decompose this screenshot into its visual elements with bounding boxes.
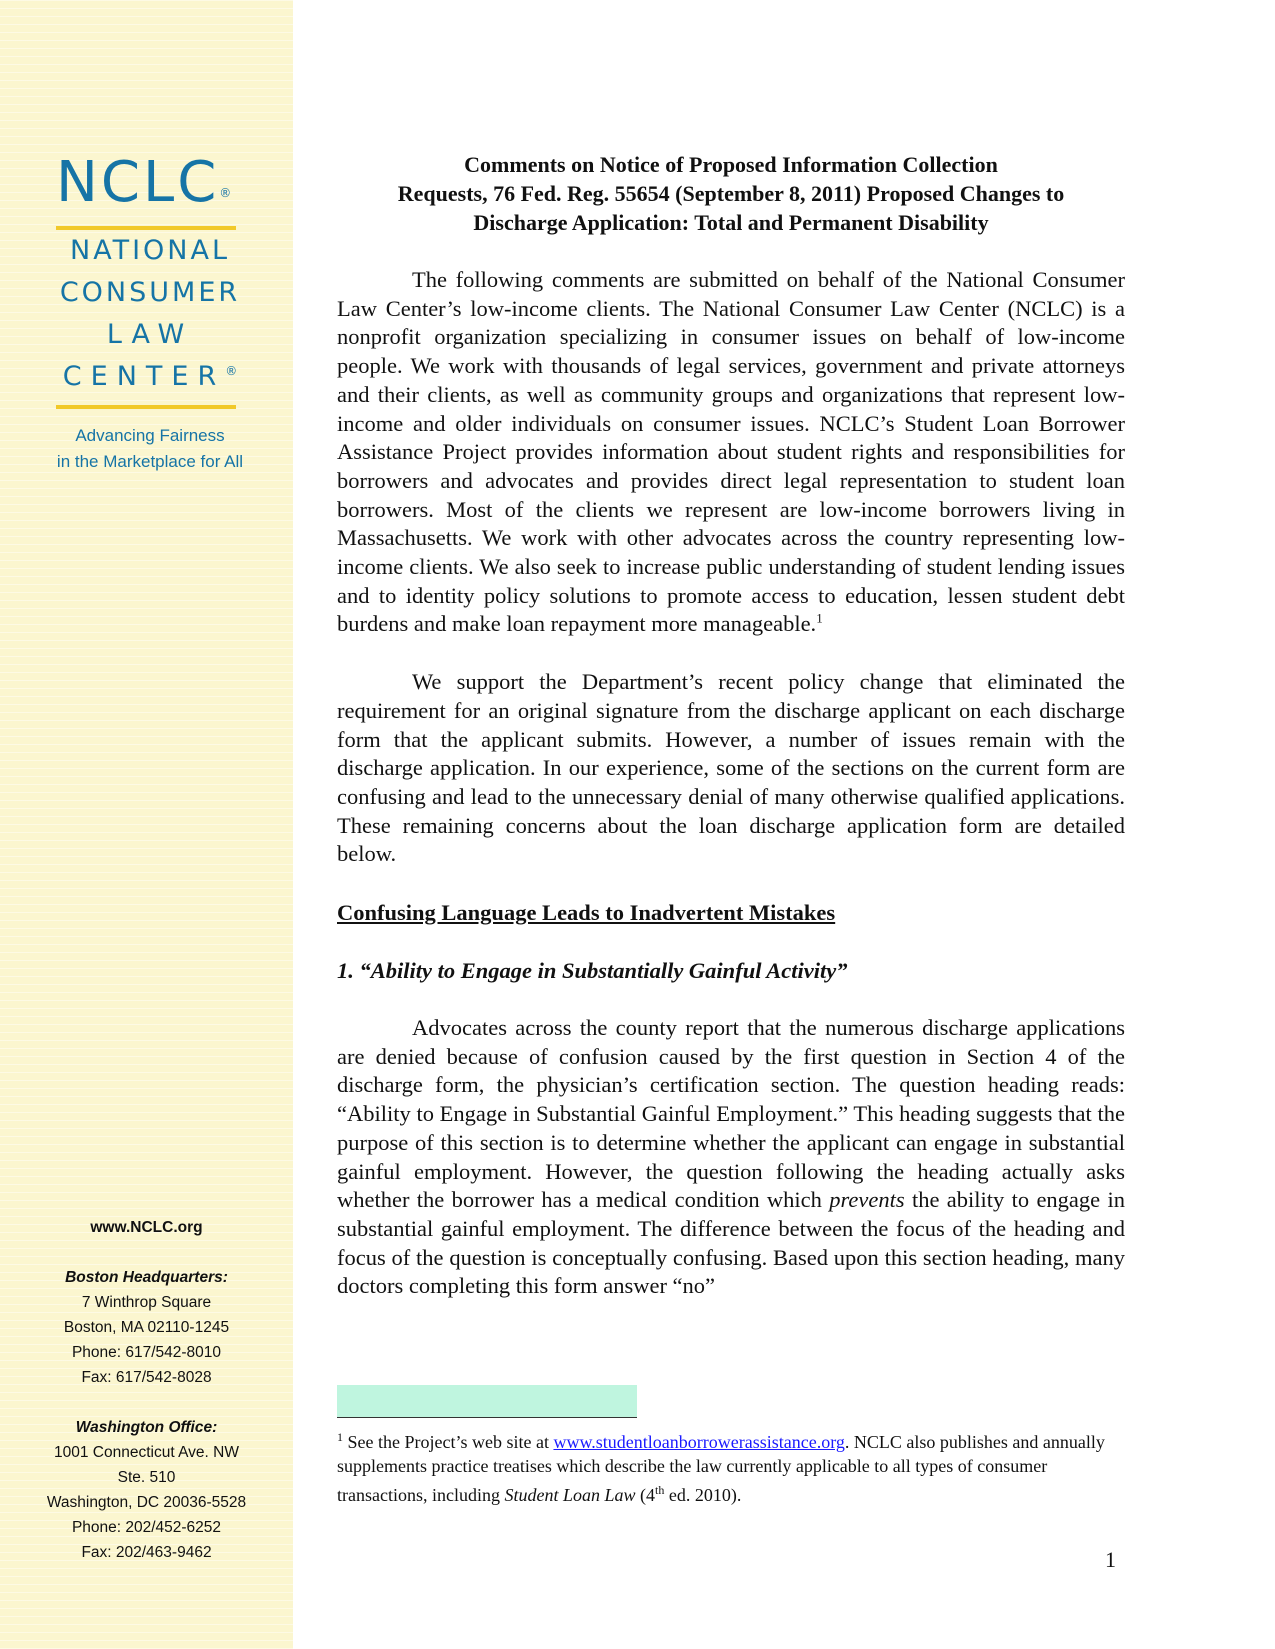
footnote-ref[interactable]: 1 <box>816 610 823 626</box>
section-heading: Confusing Language Leads to Inadvertent Mistakes <box>337 900 836 926</box>
washington-phone: Phone: 202/452-6252 <box>71 1519 222 1536</box>
footnote: $^1$ See the Project’s web site at www.studentloanborrowerassistance.org. NCLC also publishes and annually supplements practice treatises which describe the law currently applicable to all types of consumer transactions, including Student Loan Law (4th ed. 2010). <box>337 1430 1105 1505</box>
paragraph-policy: We support the Department’s recent policy change that eliminated the requirement for an original signature from the discharge applicant on each discharge form that the applicant submits. However, a number of issues remain with the discharge application. In our experience, some of the sections on the current form are confusing and lead to the unnecessary denial of many otherwise qualified applications. These remaining concerns about the loan discharge application form are detailed below. <box>337 669 1125 867</box>
boston-address-2: Boston, MA 02110-1245 <box>63 1319 230 1336</box>
washington-fax: Fax: 202/463-9462 <box>81 1544 212 1561</box>
boston-label: Boston Headquarters: <box>65 1269 228 1286</box>
title-line-1: Comments on Notice of Proposed Information Collection <box>464 152 998 177</box>
logo-acronym: NCLC® <box>56 150 232 215</box>
logo-line-law: LAW <box>106 319 194 350</box>
project-website-link[interactable]: www.studentloanborrowerassistance.org <box>553 1432 845 1452</box>
paragraph-intro: The following comments are submitted on behalf of the National Consumer Law Center’s low-income clients. The National Consumer Law Center (NCLC) is a nonprofit organization specializing in consumer issues on behalf of low-income people. We work with thousands of legal services, government and private attorneys and their clients, as well as community groups and organizations that represent low-income and older individuals on consumer issues. NCLC’s Student Loan Borrower Assistance Project provides information about student rights and responsibilities for borrowers and advocates and provides direct legal representation to student loan borrowers. Most of the clients we represent are low-income borrowers living in Massachusetts. We work with other advocates across the country representing low-income clients. We also seek to increase public understanding of student lending issues and to identity policy solutions to promote access to education, lessen student debt burdens and make loan repayment more manageable.$^1$ <box>337 267 1125 637</box>
emphasis-prevents: prevents <box>829 1187 905 1213</box>
boston-address-1: 7 Winthrop Square <box>81 1294 212 1311</box>
contact-info <box>0 1215 293 1565</box>
sidebar <box>0 0 293 1649</box>
title-line-2: Requests, 76 Fed. Reg. 55654 (September 8, 2011) Proposed Changes to <box>397 181 1065 206</box>
boston-fax: Fax: 617/542-8028 <box>81 1369 212 1386</box>
nclc-logo <box>52 150 248 490</box>
subsection-heading: 1. “Ability to Engage in Substantially Gainful Activity” <box>337 958 848 984</box>
title-line-3: Discharge Application: Total and Permanent Disability <box>473 210 989 235</box>
footnote-separator <box>337 1417 637 1418</box>
website-link[interactable]: www.NCLC.org <box>90 1219 203 1236</box>
paragraph-gainful-activity: Advocates across the county report that the numerous discharge applications are denied because of confusion caused by the first question in Section 4 of the discharge form, the physician’s certification section. The question heading reads: “Ability to Engage in Substantial Gainful Employment.” This heading suggests that the purpose of this section is to determine whether the applicant can engage in substantial gainful employment. However, the question following the heading actually asks whether the borrower has a medical condition which prevents the ability to engage in substantial gainful employment. The difference between the focus of the heading and focus of the question is conceptually confusing. Based upon this section heading, many doctors completing this form answer “no” <box>337 1015 1125 1299</box>
logo-tagline-1: Advancing Fairness <box>75 426 225 445</box>
logo-line-center: CENTER® <box>62 361 238 392</box>
washington-address-1: 1001 Connecticut Ave. NW <box>54 1444 239 1461</box>
footnote-highlight <box>337 1385 637 1417</box>
logo-rule-top <box>56 226 236 230</box>
washington-address-2: Ste. 510 <box>117 1469 176 1486</box>
washington-address-3: Washington, DC 20036-5528 <box>46 1494 247 1511</box>
logo-line-national: NATIONAL <box>70 235 230 266</box>
washington-label: Washington Office: <box>75 1419 218 1436</box>
document-body <box>337 150 1125 1301</box>
logo-tagline-2: in the Marketplace for All <box>56 452 244 471</box>
boston-phone: Phone: 617/542-8010 <box>71 1344 222 1361</box>
logo-rule-bottom <box>56 405 236 409</box>
logo-line-consumer: CONSUMER <box>59 277 241 308</box>
page-number: 1 <box>1105 1547 1116 1572</box>
document-title <box>337 150 1125 237</box>
